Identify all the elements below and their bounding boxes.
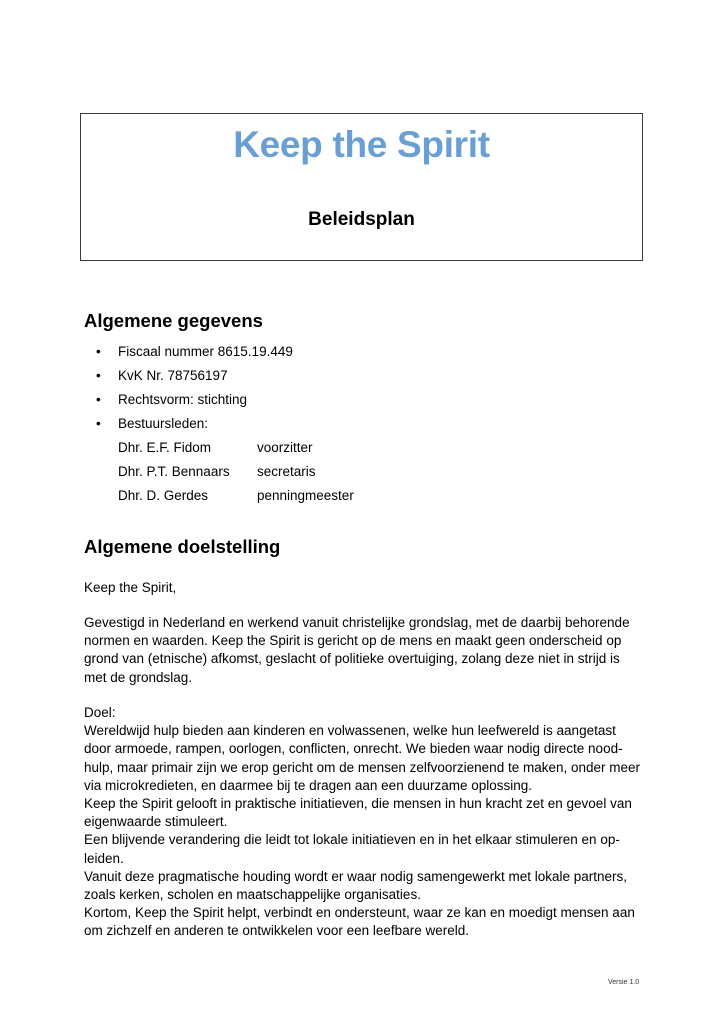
list-item (84, 388, 293, 412)
list-item (84, 364, 293, 388)
board-member-row (118, 484, 354, 508)
board-member-name: Dhr. E.F. Fidom (118, 440, 212, 455)
bullet-icon: • (96, 344, 101, 359)
objective-greeting (84, 579, 644, 597)
bullet-icon: • (96, 368, 101, 383)
board-member-role: voorzitter (257, 440, 313, 455)
bullet-icon: • (96, 392, 101, 407)
intro-paragraph: Gevestigd in Nederland en werkend vanuit christelijke grondslag, met de daarbij behorende normen en waarden. Keep the Spirit is gericht op de mens en maakt geen onderscheid op grond van (etnische) afkomst, geslacht of politieke overtuiging, zolang deze niet in strijd is met de grondslag. (84, 615, 630, 685)
general-info-list (84, 340, 293, 436)
board-members-table (118, 436, 354, 508)
section-heading-objective: Algemene doelstelling (84, 536, 281, 557)
board-member-role: secretaris (257, 464, 316, 479)
board-member-name: Dhr. D. Gerdes (118, 488, 209, 503)
board-member-name: Dhr. P.T. Bennaars (118, 464, 230, 479)
fiscal-number: Fiscaal nummer 8615.19.449 (118, 344, 293, 359)
bullet-icon: • (96, 416, 101, 431)
kvk-number: KvK Nr. 78756197 (118, 368, 228, 383)
goal-paragraph: Keep the Spirit gelooft in praktische initiatieven, die mensen in hun kracht zet en gevoel van eigenwaarde stimuleert. (84, 796, 632, 830)
section-heading-general-info: Algemene gegevens (84, 310, 263, 331)
greeting-text: Keep the Spirit, (84, 580, 177, 595)
document-title: Keep the Spirit (233, 124, 490, 165)
version-label: Versie 1.0 (608, 979, 640, 986)
document-subtitle: Beleidsplan (308, 209, 415, 230)
objective-goal (84, 704, 644, 941)
goal-paragraph: Kortom, Keep the Spirit helpt, verbindt en ondersteunt, waar ze kan en moedigt mensen aan om zichzelf en anderen te ontwikkelen voor een leefbare wereld. (84, 905, 635, 939)
title-box (80, 113, 643, 261)
objective-intro (84, 614, 644, 687)
board-member-role: penningmeester (257, 488, 354, 503)
goal-paragraph: Een blijvende verandering die leidt tot lokale initiatieven en in het elkaar stimuleren en op-leiden. (84, 832, 620, 866)
list-item (84, 340, 293, 364)
board-member-row (118, 436, 354, 460)
goal-paragraph: Vanuit deze pragmatische houding wordt er waar nodig samengewerkt met lokale partners, zoals kerken, scholen en maatschappelijke organisaties. (84, 868, 628, 903)
legal-form: Rechtsvorm: stichting (118, 392, 248, 407)
board-members-label: Bestuursleden: (118, 416, 209, 431)
goal-paragraph: Wereldwijd hulp bieden aan kinderen en volwassenen, welke hun leefwereld is aangetast door armoede, rampen, oorlogen, conflicten, onrecht. We bieden waar nodig directe nood-hulp, maar primair zijn we erop gericht om de mensen zelfvoorzienend te maken, onder meer via microkredieten, en daarmee bij te dragen aan een duurzame oplossing. (84, 723, 641, 793)
goal-label: Doel: (84, 705, 116, 720)
list-item (84, 412, 293, 436)
board-member-row (118, 460, 354, 484)
